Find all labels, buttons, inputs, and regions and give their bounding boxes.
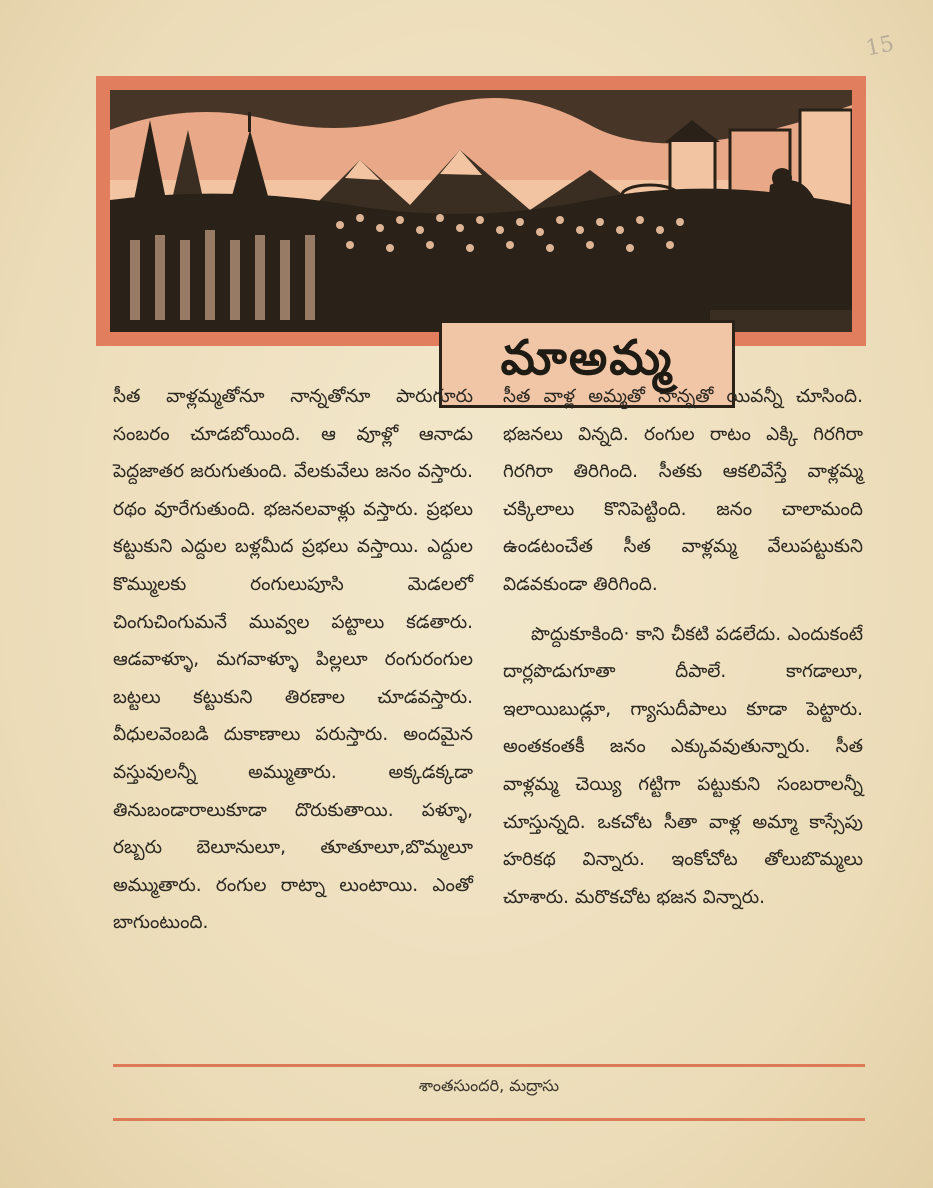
author-credit: శాంతసుందరి, మద్రాసు — [418, 1076, 560, 1095]
left-column — [113, 378, 473, 942]
divider-top — [113, 1064, 865, 1067]
right-column — [503, 378, 863, 916]
story-title: మాఅమ్మ — [500, 330, 674, 386]
divider-bottom — [113, 1118, 865, 1121]
title-banner — [96, 76, 866, 386]
paragraph: సీత వాళ్లమ్మతోనూ నాన్నతోనూ పారుగూరు సంబరం చూడబోయింది. ఆ వూళ్లో ఆనాడు పెద్దజాతర జరుగుతుంది. వేలకువేలు జనం వస్తారు. రథం వూరేగుతుంది. భజనలవాళ్లు వస్తారు. ప్రభలు కట్టుకుని ఎద్దుల బళ్లమీద ప్రభలు వస్తాయి. ఎద్దుల కొమ్ములకు రంగులుపూసి మెడలలో చింగుచింగుమనే మువ్వల పట్టాలు కడతారు. ఆడవాళ్ళూ, మగవాళ్ళూ పిల్లలూ రంగురంగుల బట్టలు కట్టుకుని తిరణాల చూడవస్తారు. వీధులవెంబడి దుకాణాలు పరుస్తారు. అందమైన వస్తువులన్నీ అమ్ముతారు. అక్కడక్కడా తినుబండారాలుకూడా దొరుకుతాయి. పళ్ళూ, రబ్బరు బెలూనులూ, తూతూలూ,బొమ్మలూ అమ్ముతారు. రంగుల రాట్నా లుంటాయి. ఎంతో బాగుంటుంది. — [113, 386, 473, 934]
paragraph: సీత వాళ్ల అమ్మతో నాన్నతో యివన్నీ చూసింది. భజనలు విన్నది. రంగుల రాటం ఎక్కి గిరగిరా గిరగిరా తిరిగింది. సీతకు ఆకలివేస్తే వాళ్లమ్మ చక్కిలాలు కొనిపెట్టింది. జనం చాలామంది ఉండటంచేత సీత వాళ్లమ్మ వేలుపట్టుకుని విడవకుండా తిరిగింది. — [503, 386, 863, 595]
fair-illustration — [110, 90, 852, 332]
page-number: 15 — [863, 31, 897, 62]
paragraph: పొద్దుకూకింది· కాని చీకటి పడలేదు. ఎందుకంటే దార్లపొడుగూతా దీపాలే. కాగడాలూ, ఇలాయిబుడ్లూ, గ్యాసుదీపాలు కూడా పెట్టారు. అంతకంతకీ జనం ఎక్కువవుతున్నారు. సీత వాళ్లమ్మ చెయ్యి గట్టిగా పట్టుకుని సంబరాలన్నీ చూస్తున్నది. ఒకచోట సీతా వాళ్ల అమ్మా కాస్సేపు హరికథ విన్నారు. ఇంకోచోట తోలుబొమ్మలు చూశారు. మరొకచోట భజన విన్నారు. — [503, 623, 863, 908]
